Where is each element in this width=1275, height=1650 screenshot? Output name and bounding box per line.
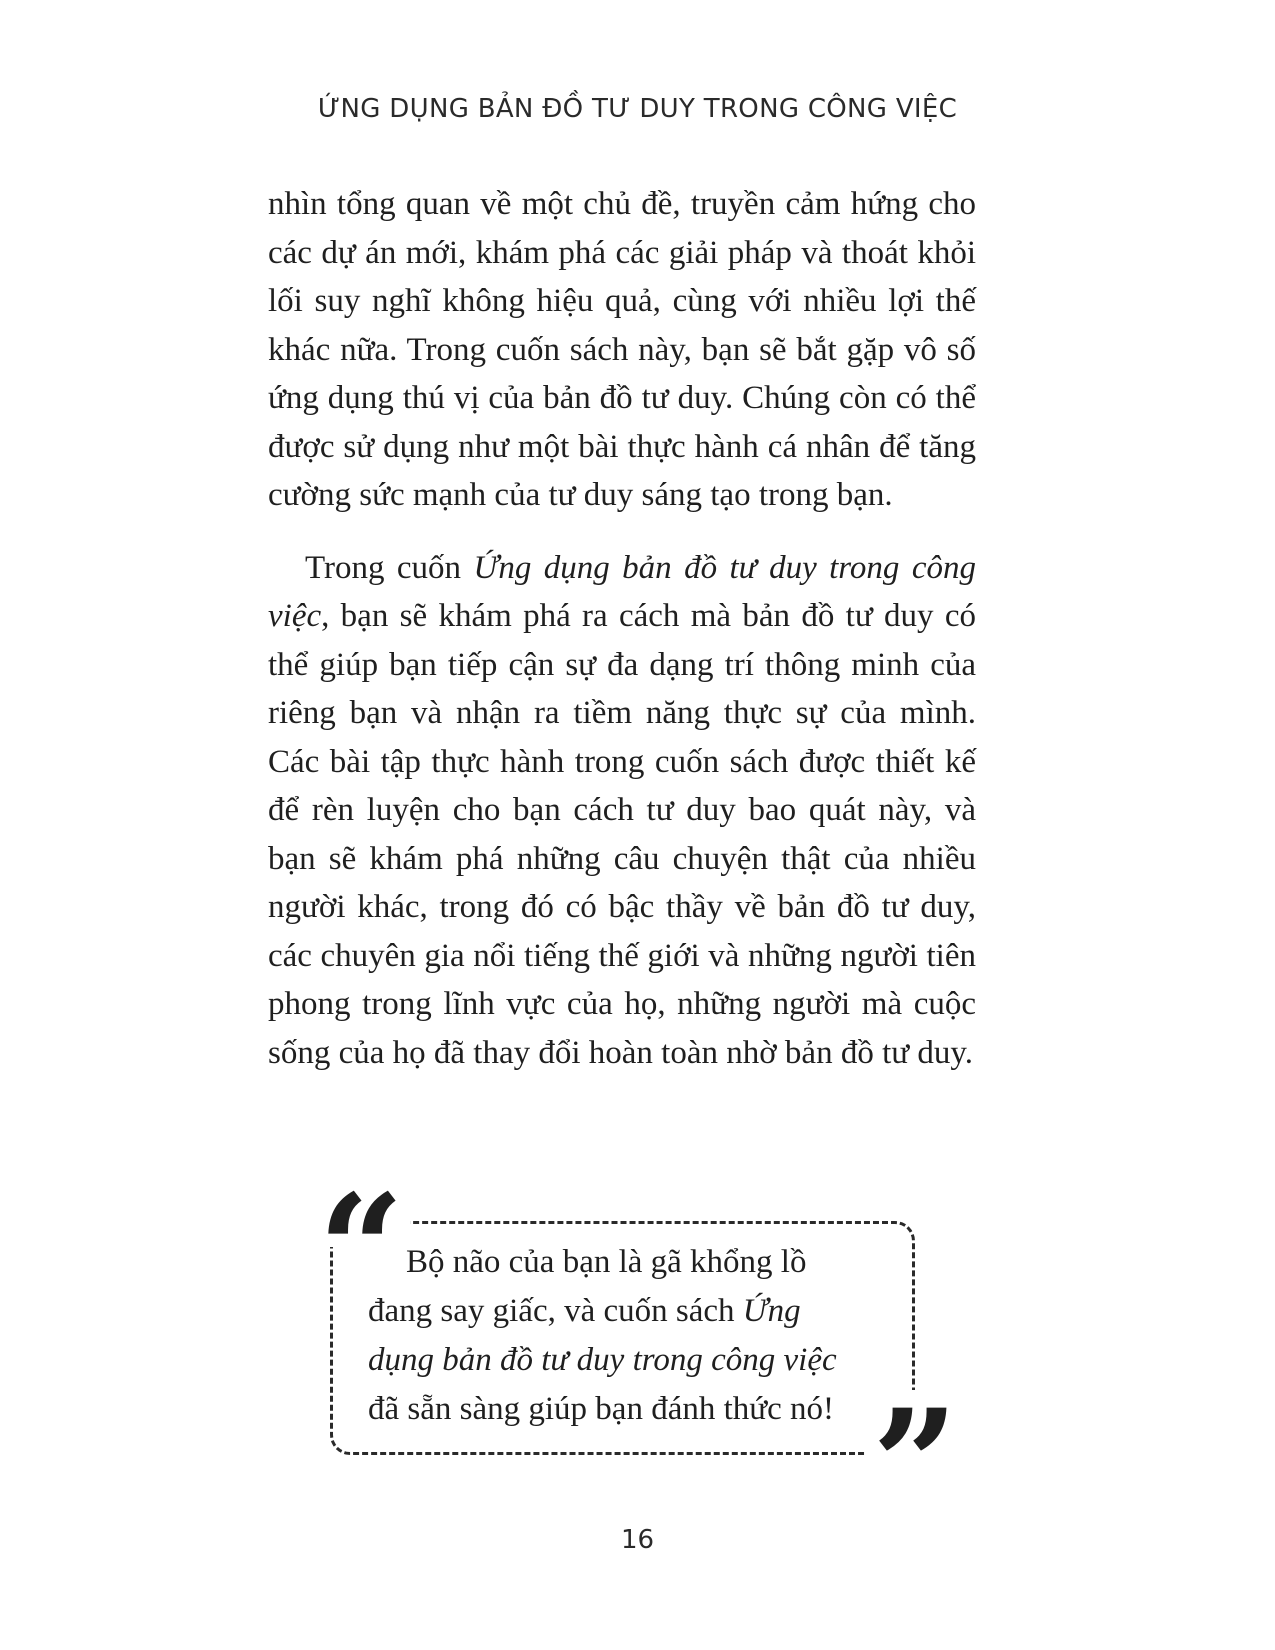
paragraph-2-rest: , bạn sẽ khám phá ra cách mà bản đồ tư duy có thể giúp bạn tiếp cận sự đa dạng trí thông minh của riêng bạn và nhận ra tiềm năng thực sự của mình. Các bài tập thực hành trong cuốn sách được thiết kế để rèn luyện cho bạn cách tư duy bao quát này, và bạn sẽ khám phá những câu chuyện thật của nhiều người khác, trong đó có bậc thầy về bản đồ tư duy, các chuyên gia nổi tiếng thế giới và những người tiên phong trong lĩnh vực của họ, những người mà cuộc sống của họ đã thay đổi hoàn toàn nhờ bản đồ tư duy.	[268, 598, 976, 1071]
paragraph-2	[268, 544, 976, 1078]
pull-quote-book-title: Ứng dụng bản đồ tư duy trong công việc	[368, 1293, 837, 1378]
book-title: Ứng dụng bản đồ tư duy trong công việc	[268, 549, 976, 634]
pull-quote-rest: đã sẵn sàng giúp bạn đánh thức nó!	[368, 1391, 835, 1427]
close-quote-icon: ”	[866, 1390, 964, 1462]
open-quote-icon: “	[312, 1175, 410, 1247]
pull-quote-lead: Bộ não của bạn là gã khổng lồ đang say giấc, và cuốn sách	[368, 1244, 807, 1329]
paragraph-2-lead: Trong cuốn	[305, 549, 474, 586]
body-text	[268, 180, 976, 1077]
running-header: ỨNG DỤNG BẢN ĐỒ TƯ DUY TRONG CÔNG VIỆC	[317, 94, 958, 124]
paragraph-1: nhìn tổng quan về một chủ đề, truyền cảm hứng cho các dự án mới, khám phá các giải pháp và thoát khỏi lối suy nghĩ không hiệu quả, cùng với nhiều lợi thế khác nữa. Trong cuốn sách này, bạn sẽ bắt gặp vô số ứng dụng thú vị của bản đồ tư duy. Chúng còn có thể được sử dụng như một bài thực hành cá nhân để tăng cường sức mạnh của tư duy sáng tạo trong bạn.	[268, 186, 976, 513]
pull-quote-text	[368, 1238, 873, 1434]
page-number: 16	[620, 1525, 655, 1555]
